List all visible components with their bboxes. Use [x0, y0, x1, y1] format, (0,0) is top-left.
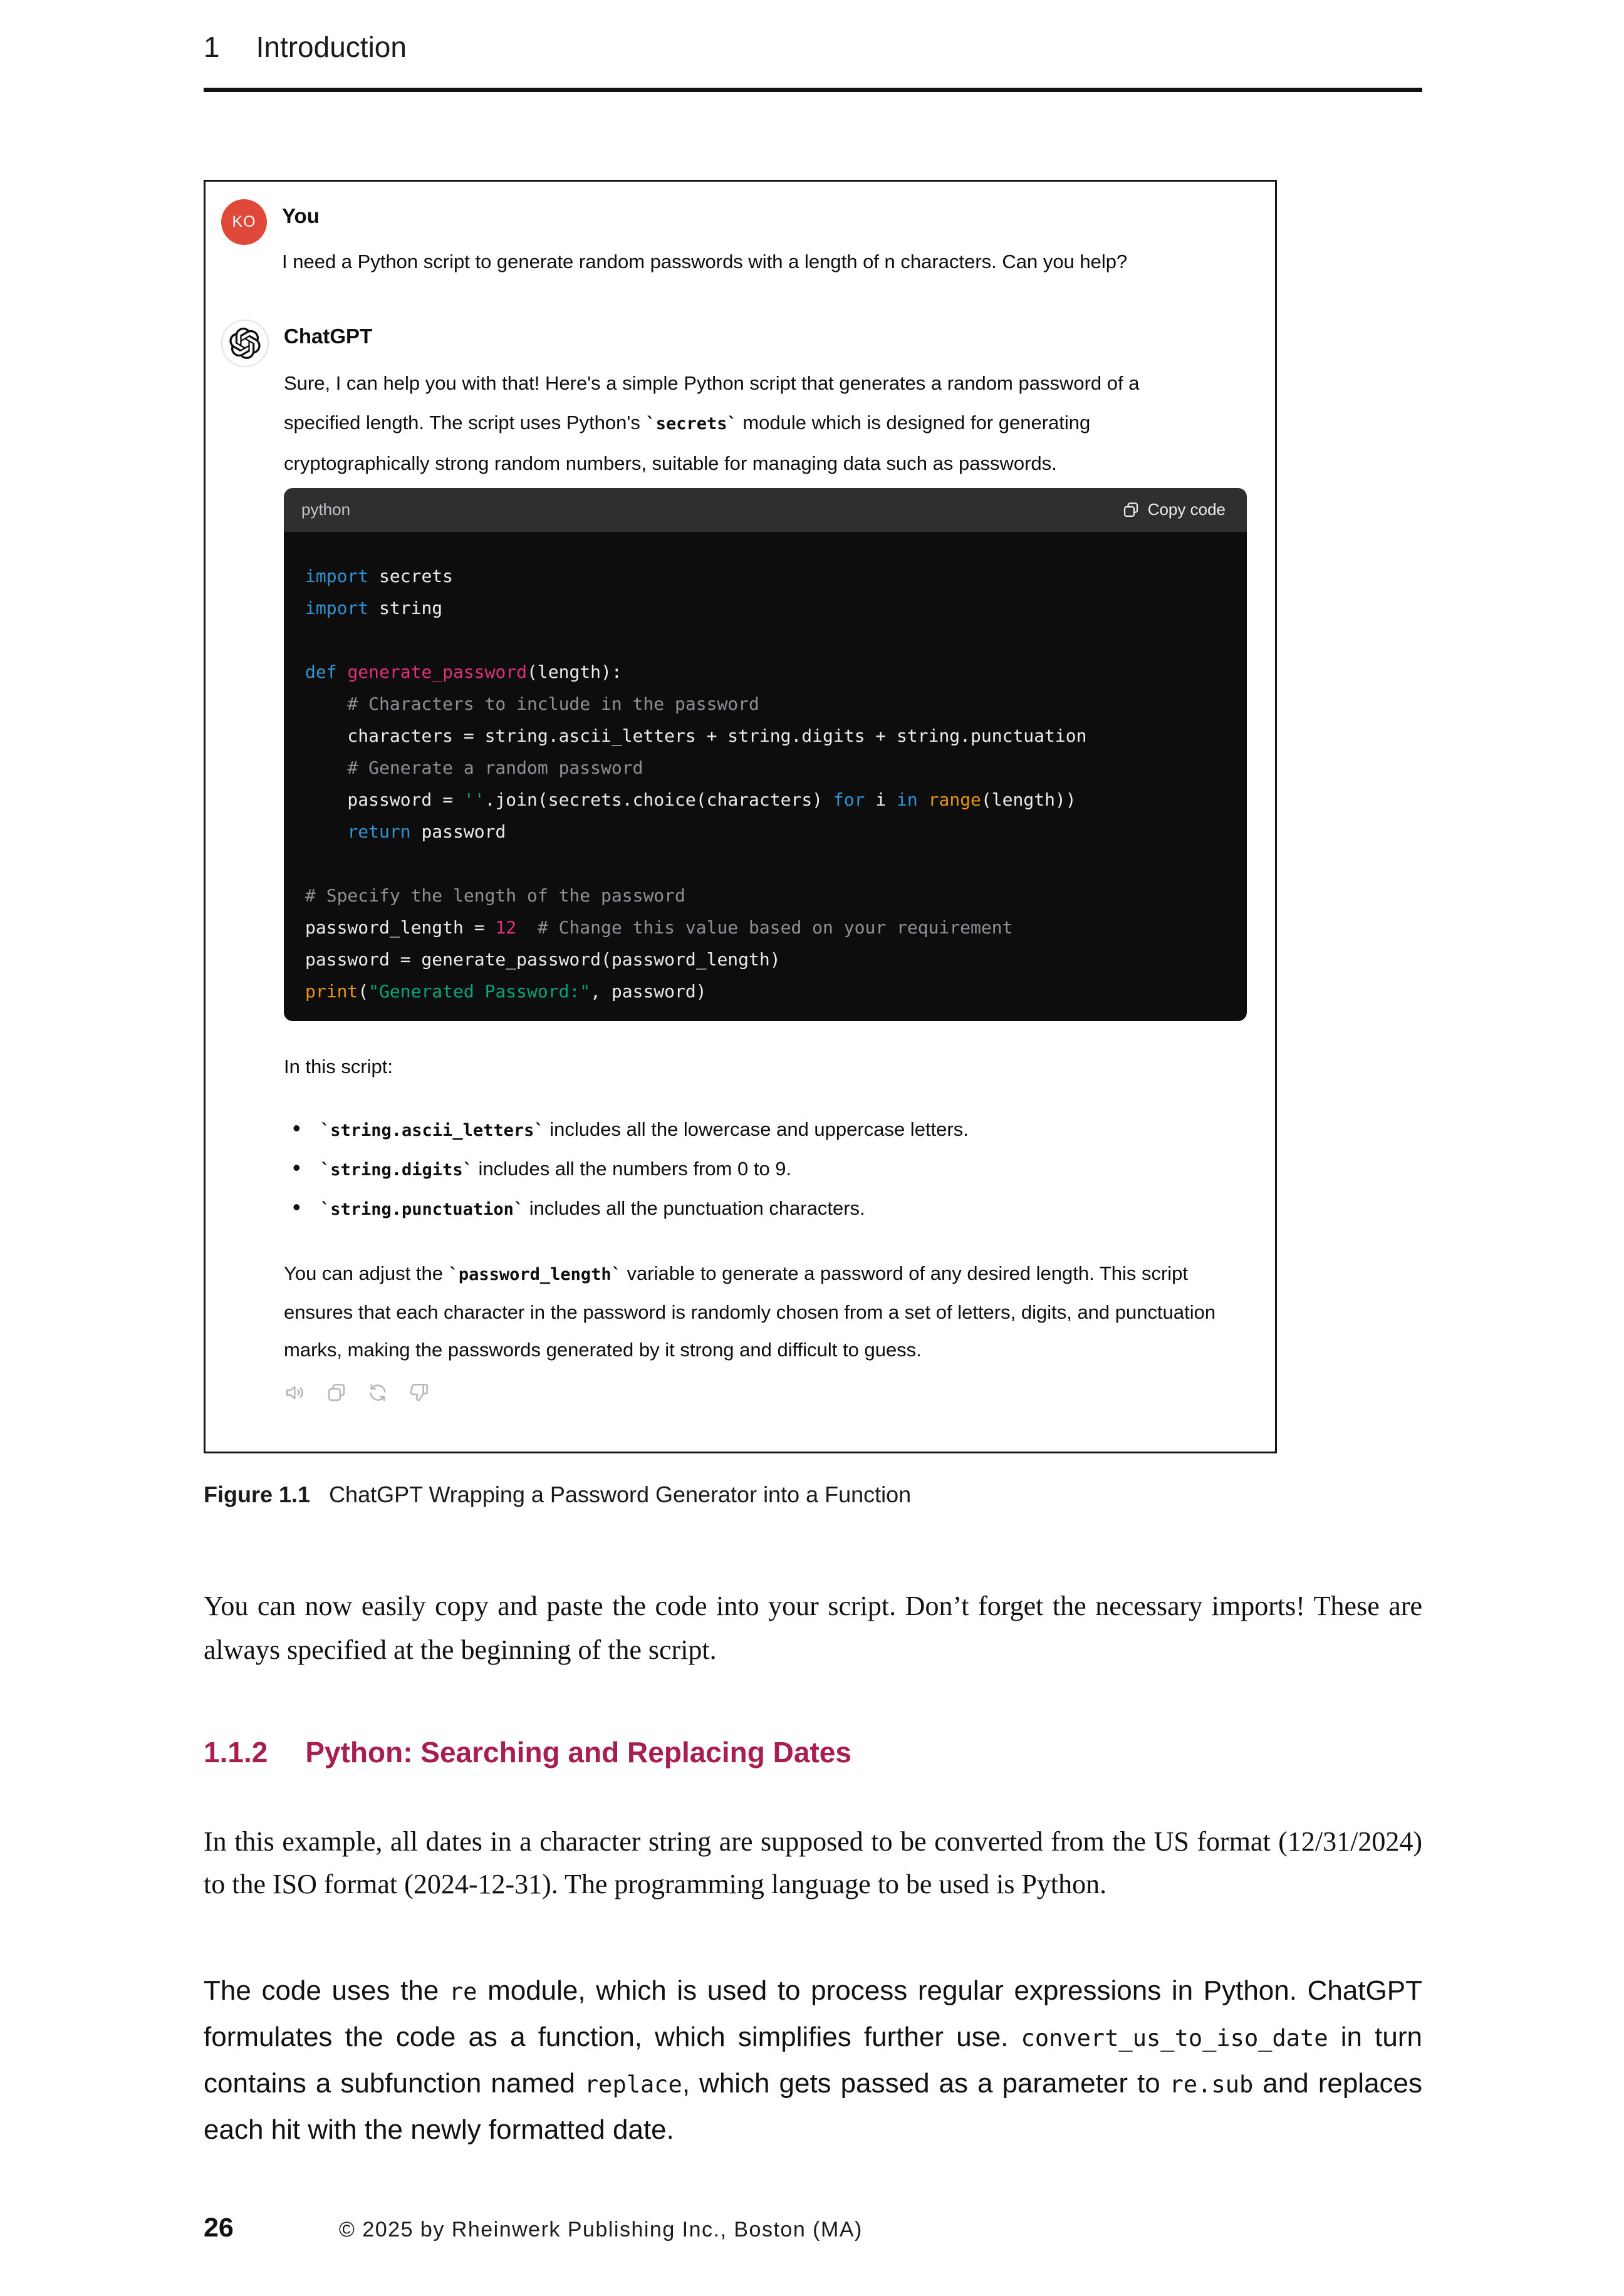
copyright-notice: © 2025 by Rheinwerk Publishing Inc., Boston (MA)	[338, 2218, 863, 2241]
code-line: # Generate a random password	[305, 757, 643, 778]
figure-caption-text: ChatGPT Wrapping a Password Generator into a Function	[329, 1482, 912, 1507]
body-paragraph-2: In this example, all dates in a character string are supposed to be converted from the US format (12/31/2024) to the ISO format (2024-12-31). The programming language to be used is Python.	[204, 1826, 1422, 1899]
chatgpt-avatar	[221, 319, 269, 367]
code-line: import string	[305, 597, 443, 618]
code-block-header	[284, 488, 1247, 532]
read-aloud-icon	[284, 1396, 306, 1406]
list-item: • `string.punctuation` includes all the punctuation characters.	[293, 1196, 1247, 1222]
code-block	[284, 488, 1247, 1021]
list-item: • `string.ascii_letters` includes all the lowercase and uppercase letters.	[293, 1117, 1247, 1143]
section-number: 1.1.2	[204, 1736, 268, 1769]
code-line: def generate_password(length):	[305, 661, 622, 682]
bullet-list	[284, 1117, 1247, 1222]
figure-caption-label: Figure 1.1	[204, 1482, 311, 1507]
copy-code-label: Copy code	[1147, 500, 1226, 519]
code-line: return password	[347, 821, 506, 842]
chapter-title: Introduction	[256, 31, 407, 63]
copy-icon	[1122, 501, 1140, 519]
page-footer	[204, 2213, 863, 2243]
user-avatar: KO	[221, 199, 267, 245]
read-aloud-button[interactable]	[284, 1381, 306, 1404]
regenerate-button[interactable]	[367, 1381, 389, 1404]
assistant-message	[206, 281, 1275, 1404]
assistant-intro-text: Sure, I can help you with that! Here's a simple Python script that generates a random password of a specified length. The script uses Python's `secrets` module which is designed for generating cryptographically strong random numbers, suitable for managing data such as passwords.	[284, 371, 1140, 474]
chat-screenshot-frame	[204, 180, 1277, 1453]
running-head	[204, 31, 407, 63]
code-line: import secrets	[305, 565, 454, 586]
figure-caption	[204, 1482, 911, 1508]
code-line: password_length = 12 # Change this value based on your requirement	[305, 917, 1013, 938]
assistant-outro-text: You can adjust the `password_length` variable to generate a password of any desired length. This script ensures that each character in the password is randomly chosen from a set of letters, digits, and punctuation marks, making the passwords generated by it strong and difficult to guess.	[284, 1262, 1216, 1361]
copy-response-button[interactable]	[325, 1381, 348, 1404]
code-line	[305, 624, 1226, 656]
openai-logo-icon	[229, 328, 261, 359]
section-title: Python: Searching and Replacing Dates	[305, 1736, 851, 1769]
code-line: password = ''.join(secrets.choice(characters) for i in range(length))	[305, 789, 1076, 810]
code-body	[284, 532, 1247, 1021]
response-actions	[284, 1381, 1247, 1404]
body-paragraph-3: The code uses the re module, which is used to process regular expressions in Python. ChatGPT formulates the code as a function, which simplifies further use. convert_us_to_iso_date in turn contains a subfunction named replace, which gets passed as a parameter to re.sub and replaces each hit with the newly formatted date.	[204, 1975, 1423, 2145]
user-name: You	[282, 204, 320, 227]
code-line: # Characters to include in the password	[305, 693, 759, 714]
body-paragraph-1: You can now easily copy and paste the code into your script. Don’t forget the necessary imports! These are always specified at the beginning of the script.	[204, 1591, 1422, 1665]
copy-code-button[interactable]	[1118, 499, 1229, 520]
page-number: 26	[204, 2213, 234, 2243]
code-line	[305, 848, 1226, 880]
chapter-number: 1	[204, 31, 220, 63]
thumbs-down-button[interactable]	[408, 1381, 430, 1404]
regenerate-icon	[367, 1396, 389, 1406]
copy-icon	[325, 1396, 348, 1406]
in-script-label: In this script:	[284, 1055, 393, 1078]
header-rule	[204, 88, 1422, 92]
code-line: characters = string.ascii_letters + string.digits + string.punctuation	[305, 725, 1087, 746]
section-heading	[204, 1737, 851, 1769]
code-line: print("Generated Password:", password)	[305, 980, 707, 1002]
thumbs-down-icon	[408, 1396, 430, 1406]
assistant-name: ChatGPT	[284, 324, 373, 348]
user-message	[206, 182, 1275, 281]
user-message-text: I need a Python script to generate random passwords with a length of n characters. Can you help?	[282, 250, 1128, 273]
list-item: • `string.digits` includes all the numbers from 0 to 9.	[293, 1156, 1247, 1183]
code-line: # Specify the length of the password	[305, 885, 685, 906]
code-language-label: python	[301, 500, 351, 519]
code-line: password = generate_password(password_length)	[305, 948, 781, 970]
